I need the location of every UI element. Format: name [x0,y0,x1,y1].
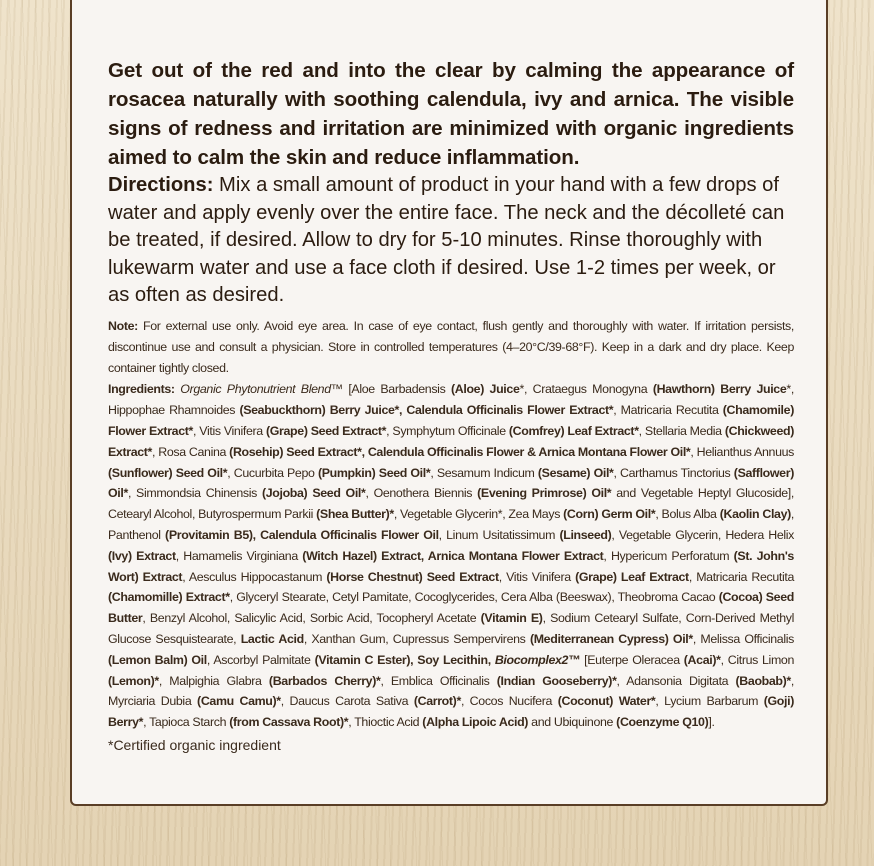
ingredient-segment: , Thioctic Acid [348,715,423,730]
ingredient-segment: , Daucus Carota Sativa [280,694,414,709]
ingredient-segment: (Baobab)* [735,673,791,688]
ingredient-segment: , Stellaria Media [638,423,725,438]
ingredient-segment: (Beeswax) [555,590,612,605]
footnote: *Certified organic ingredient [108,736,281,753]
ingredient-segment: , Vegetable Glycerin, Hedera Helix [611,527,795,542]
ingredient-segment: (Hawthorn) Berry Juice [652,382,787,397]
ingredient-segment: , Carthamus Tinctorius [613,465,734,480]
ingredient-segment: , Glyceryl Stearate, Cetyl Pamitate, Cocoglycerides, Cera Alba [229,590,556,605]
ingredient-segment: (Chamomille) Extract* [108,590,230,605]
ingredient-segment: (Barbados Cherry)* [268,673,381,688]
ingredient-segment: (from Cassava Root)* [229,715,349,730]
ingredient-segment: ]. [708,715,715,730]
ingredient-segment: , Oenothera Biennis [365,486,478,501]
ingredient-segment: (Grape) Seed Extract* [265,423,387,438]
ingredient-segment: (Seabuckthorn) Berry Juice*, Calendula Officinalis Flower Extract* [239,403,614,418]
ingredient-segment: (Mediterranean Cypress) Oil* [529,631,693,646]
ingredient-segment: , Matricaria Recutita [613,403,723,418]
ingredient-segment: (Corn) Germ Oil* [563,507,656,522]
ingredient-segment: , Ascorbyl Palmitate [206,652,315,667]
ingredient-segment: , Sodium Cetearyl Sulfate, Corn-Derived Methyl Glucose Sesquistearate, [108,611,794,646]
ingredient-segment: (Provitamin B5), Calendula Officinalis Flower Oil [165,527,439,542]
ingredient-segment: (Camu Camu)* [197,694,281,709]
ingredient-segment: and Vegetable Heptyl Glucoside], Cetearyl Alcohol, Butyrospermum Parkii [108,486,794,522]
ingredient-segment: , Lycium Barbarum [655,694,764,709]
ingredient-segment: , Bolus Alba [655,507,720,522]
label-panel [70,0,828,806]
ingredient-segment: , Vegetable Glycerin*, Zea Mays [393,507,564,522]
ingredient-segment: , Myrciaria Dubia [108,673,794,709]
note-paragraph [108,316,794,378]
ingredient-segment: , Xanthan Gum, Cupressus Sempervirens [303,631,530,646]
ingredient-segment: (Sesame) Oil* [537,465,614,480]
ingredient-segment: , Tapioca Starch [143,715,230,730]
ingredient-segment: (Lemon)* [108,673,159,688]
ingredient-segment: , Symphytum Officinale [386,423,509,438]
ingredient-segment: (Jojoba) Seed Oil* [261,486,366,501]
ingredient-segment: (Kaolin Clay) [719,507,791,522]
ingredient-segment: , Benzyl Alcohol, Salicylic Acid, Sorbic Acid, Tocopheryl Acetate [142,611,481,626]
ingredients-label: Ingredients: [108,382,175,397]
ingredient-segment: Organic Phytonutrient Blend™ [180,382,343,397]
ingredient-segment: (Coenzyme Q10) [616,715,709,730]
ingredient-segment: , Simmondsia Chinensis [127,486,262,501]
ingredient-segment: (Witch Hazel) Extract, Arnica Montana Flower Extract [302,548,604,563]
ingredient-segment: Lactic Acid [240,631,304,646]
ingredient-segment: Biocomplex2™ [494,652,581,667]
ingredients-paragraph [108,379,794,733]
ingredient-segment: (Alpha Lipoic Acid) [422,715,529,730]
ingredient-segment: (Rosehip) Seed Extract*, Calendula Officinalis Flower & Arnica Montana Flower Oil* [229,444,691,459]
ingredient-segment: , Emblica Officinalis [380,673,497,688]
ingredient-segment: , Theobroma Cacao [611,590,719,605]
ingredient-segment: , Sesamum Indicum [430,465,538,480]
ingredient-segment: (Chamomile) Flower Extract* [108,403,794,438]
ingredient-segment: , Hypericum Perforatum [603,548,734,563]
ingredient-segment: , Cucurbita Pepo [227,465,318,480]
ingredient-segment: (Pumpkin) Seed Oil* [317,465,431,480]
ingredient-segment: (Horse Chestnut) Seed Extract [326,569,499,584]
intro-text: Get out of the red and into the clear by calming the appearance of rosacea naturally with soothing calendula, ivy and arnica. The visible signs of redness and irritation are minimized with organic ingredients aimed to calm the skin and reduce inflammation. [108,59,794,169]
directions-paragraph [108,172,794,310]
ingredient-segment: (Carrot)* [413,694,461,709]
ingredient-segment: , Linum Usitatissimum [438,527,560,542]
ingredient-segment: and Ubiquinone [528,715,617,730]
ingredients-list [108,382,794,729]
ingredient-segment: , Vitis Vinifera [193,423,266,438]
ingredient-segment: (Ivy) Extract [108,548,176,563]
ingredient-segment: (Cocoa) Seed Butter [108,590,794,626]
ingredient-segment: (Evening Primrose) Oil* [477,486,612,501]
ingredient-segment: , Matricaria Recutita [688,569,794,584]
ingredient-segment: (Vitamin C Ester), Soy Lecithin, [314,652,495,667]
ingredient-segment: , Rosa Canina [152,444,230,459]
ingredient-segment: [Aloe Barbadensis [342,382,451,397]
ingredient-segment: , Adansonia Digitata [616,673,736,688]
note-text: For external use only. Avoid eye area. In case of eye contact, flush gently and thoroughly with water. If irritation persists, discontinue use and consult a physician. Store in controlled temperatures (4–20°C/39-68°F). Keep in a dark and dry place. Keep container tightly closed. [108,318,794,375]
ingredient-segment: , Vitis Vinifera [498,569,576,584]
ingredient-segment: (Vitamin E) [480,611,543,626]
ingredient-segment: (Coconut) Water* [557,694,656,709]
ingredient-segment: , Helianthus Annuus [690,444,795,459]
ingredient-segment: , Malpighia Glabra [158,673,269,688]
ingredient-segment: *, Crataegus Monogyna [519,382,653,397]
ingredient-segment: (Chickweed) Extract* [108,423,794,459]
ingredient-segment: (Shea Butter)* [316,507,394,522]
ingredient-segment: , Melissa Officinalis [692,631,794,646]
note-label: Note: [108,318,138,333]
ingredient-segment: (Sunflower) Seed Oil* [108,465,228,480]
directions-label: Directions: [108,174,214,196]
ingredient-segment: (Aloe) Juice [450,382,520,397]
ingredient-segment: , Aesculus Hippocastanum [182,569,327,584]
ingredient-segment: (Lemon Balm) Oil [108,652,207,667]
ingredient-segment: , Cocos Nucifera [460,694,558,709]
ingredient-segment: (Goji) Berry* [108,694,794,730]
ingredient-segment: , Panthenol [108,507,794,542]
ingredient-segment: *, Hippophae Rhamnoides [108,382,794,418]
ingredient-segment: , Hamamelis Virginiana [175,548,303,563]
ingredient-segment: (St. John's Wort) Extract [108,548,794,584]
ingredient-segment: (Acai)* [683,652,721,667]
ingredient-segment: , Citrus Limon [720,652,795,667]
ingredient-segment: (Safflower) Oil* [108,465,794,501]
ingredient-segment: (Comfrey) Leaf Extract* [508,423,639,438]
directions-text: Mix a small amount of product in your hand with a few drops of water and apply evenly over the entire face. The neck and the décolleté can be treated, if desired. Allow to dry for 5-10 minutes. Rinse thoroughly with lukewarm water and use a face cloth if desired. Use 1-2 times per week, or as often as desired. [108,174,785,307]
ingredient-segment: (Grape) Leaf Extract [575,569,689,584]
ingredient-segment: [Euterpe Oleracea [580,652,684,667]
ingredient-segment: (Linseed) [559,527,612,542]
ingredient-segment: (Indian Gooseberry)* [496,673,617,688]
